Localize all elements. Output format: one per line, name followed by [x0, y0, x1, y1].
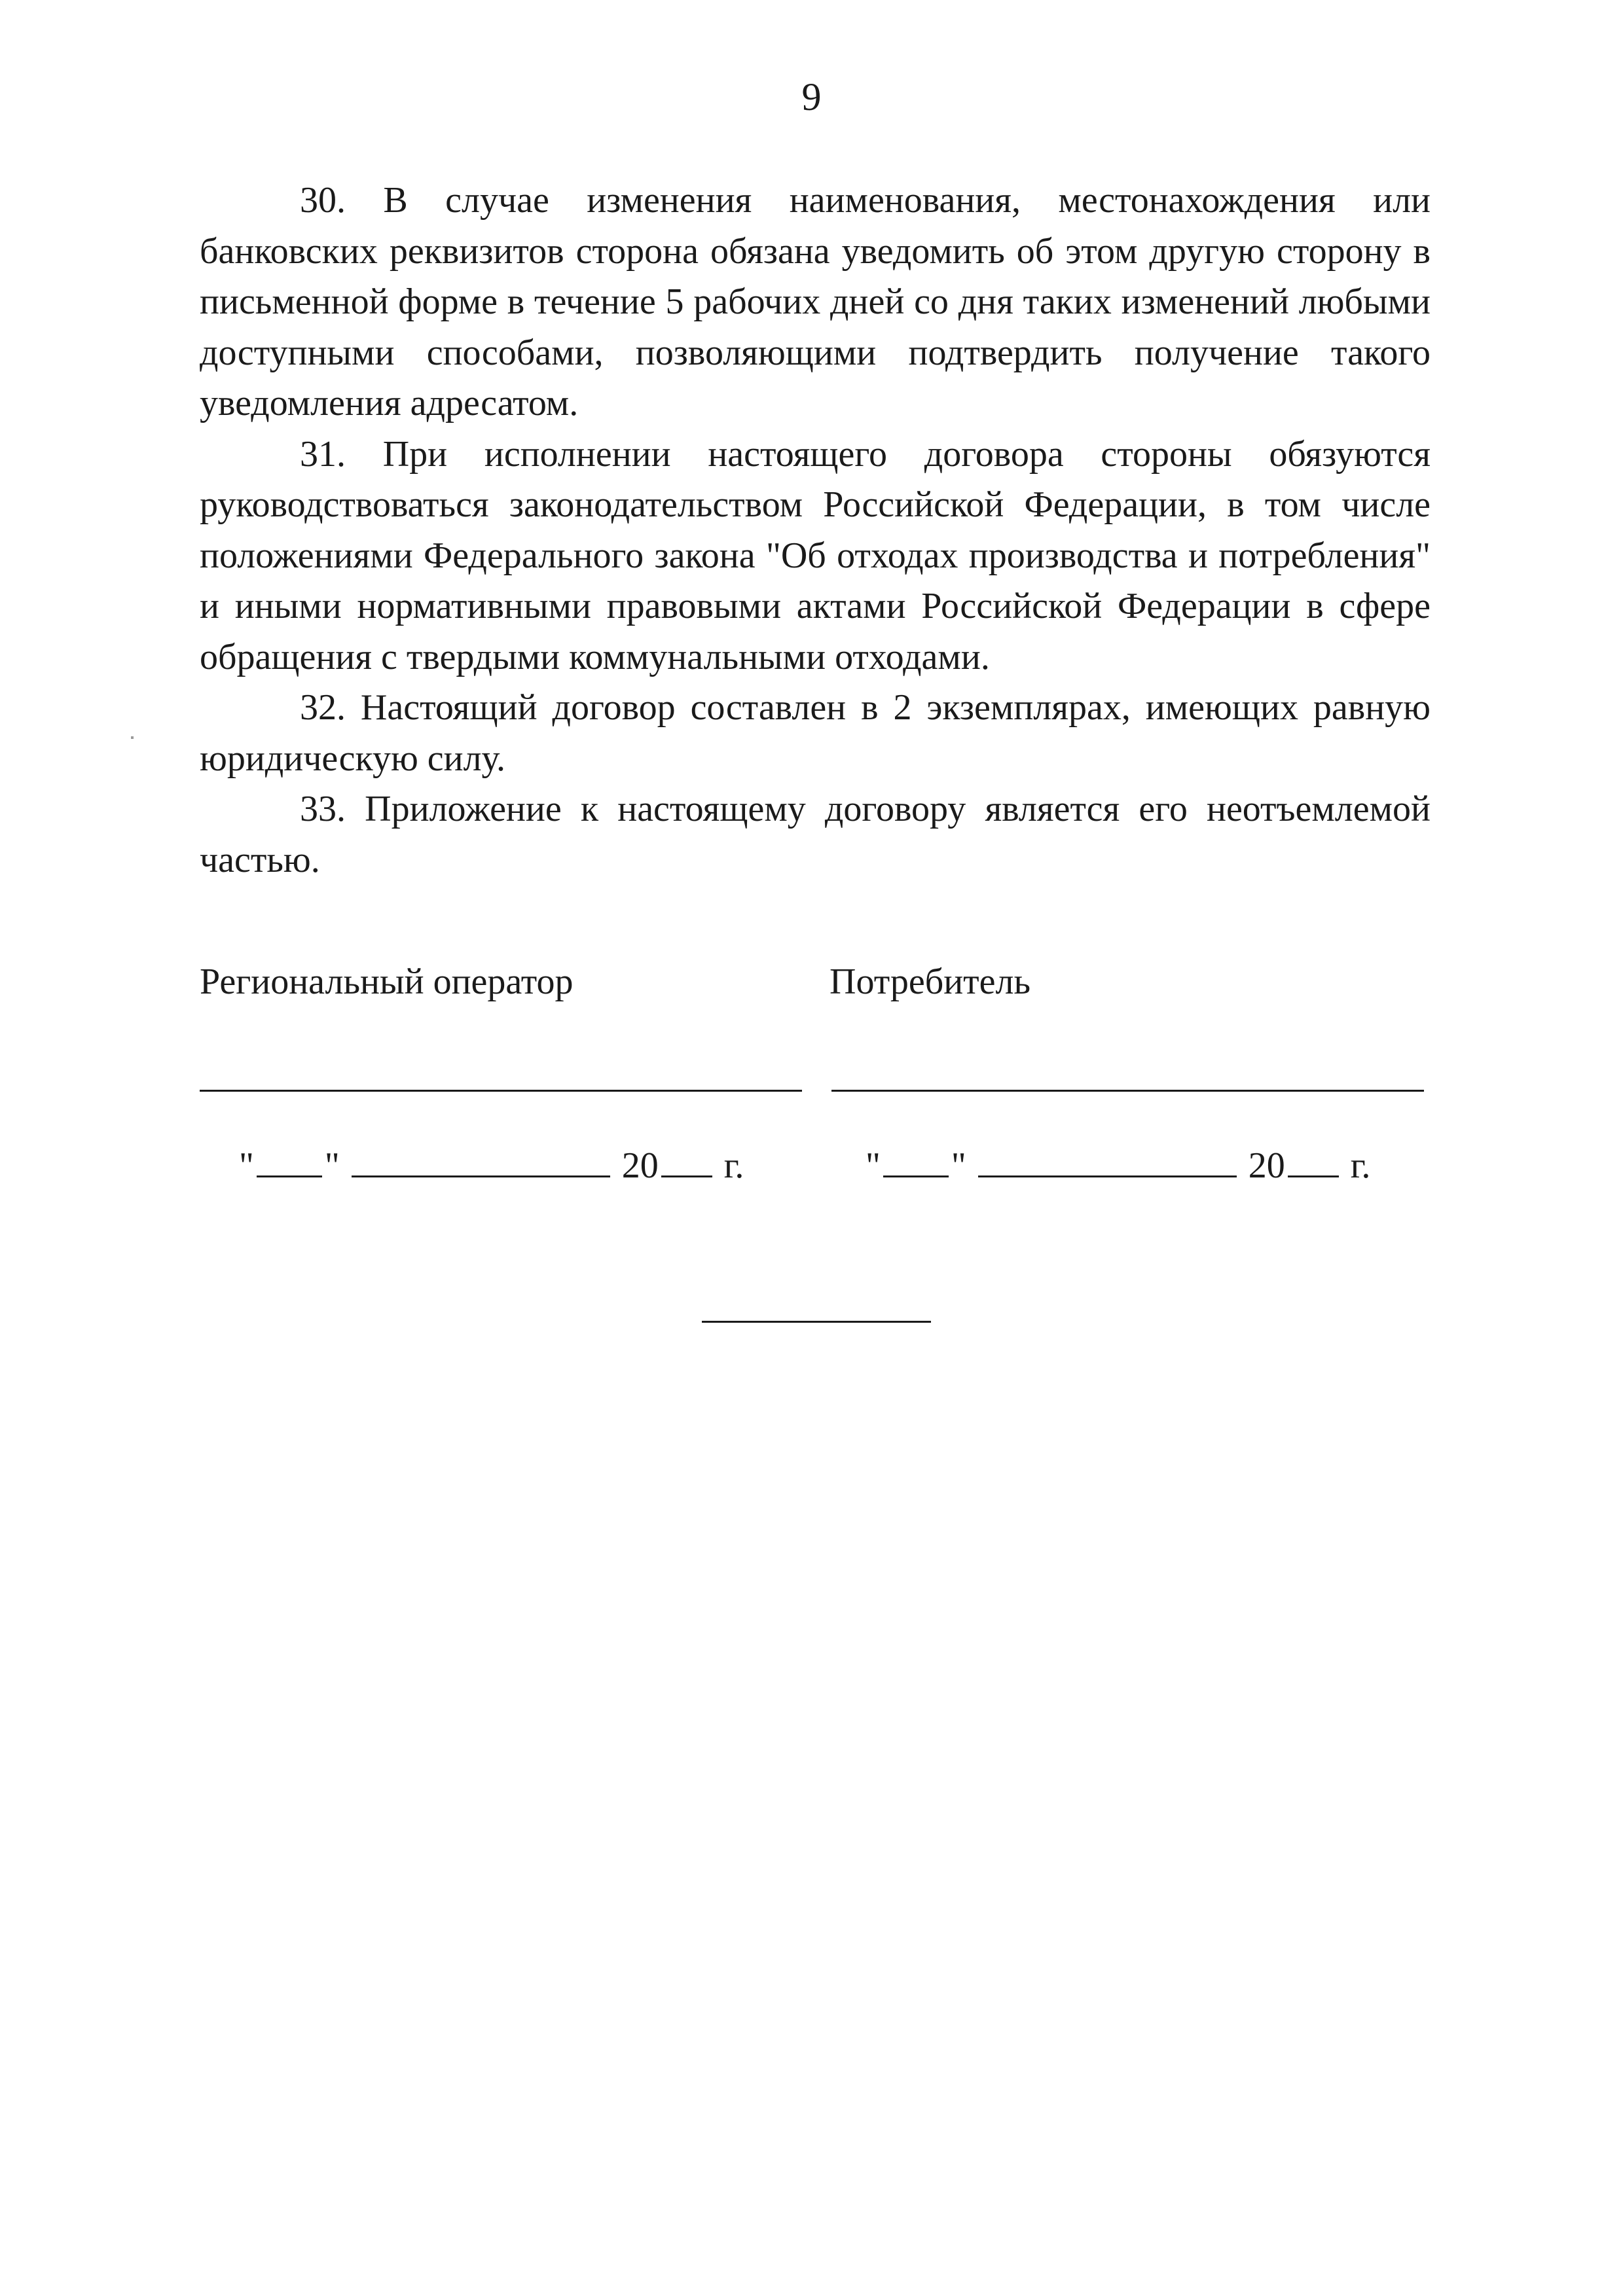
scan-speck — [131, 736, 134, 739]
year-suffix: г. — [1350, 1145, 1371, 1186]
date-close-quote: " — [951, 1145, 966, 1186]
end-of-document-rule — [702, 1321, 931, 1323]
date-close-quote: " — [324, 1145, 340, 1186]
paragraph-30: 30. В случае изменения наименования, местонахождения или банковских реквизитов сторона обязана уведомить об этом другую сторону в письменной форме в течение 5 рабочих дней со дня таких изменений любыми доступными способами, позволяющими подтвердить получение такого уведомления адресатом. — [200, 180, 1431, 423]
paragraph-33: 33. Приложение к настоящему договору является его неотъемлемой частью. — [200, 789, 1431, 880]
paragraph-31: 31. При исполнении настоящего договора стороны обязуются руководствоваться законодательством Российской Федерации, в том числе положениями Федерального закона "Об отходах производства и потребления" и иными нормативными правовыми актами Российской Федерации в сфере обращения с твердыми коммунальными отходами. — [200, 433, 1431, 677]
day-blank[interactable] — [257, 1147, 322, 1177]
date-open-quote: " — [239, 1145, 254, 1186]
month-blank[interactable] — [352, 1147, 610, 1177]
year-blank[interactable] — [661, 1147, 712, 1177]
date-open-quote: " — [866, 1145, 881, 1186]
regional-operator-signature-line[interactable] — [200, 1090, 802, 1092]
year-blank[interactable] — [1288, 1147, 1339, 1177]
year-prefix: 20 — [1248, 1145, 1285, 1186]
regional-operator-date — [239, 1147, 744, 1184]
month-blank[interactable] — [978, 1147, 1237, 1177]
day-blank[interactable] — [883, 1147, 949, 1177]
consumer-signature-line[interactable] — [831, 1090, 1424, 1092]
document-body — [200, 175, 1431, 886]
consumer-date — [866, 1147, 1370, 1184]
year-suffix: г. — [723, 1145, 744, 1186]
consumer-label: Потребитель — [830, 961, 1030, 1002]
regional-operator-label: Региональный оператор — [200, 961, 574, 1002]
paragraph-32: 32. Настоящий договор составлен в 2 экземплярах, имеющих равную юридическую силу. — [200, 687, 1431, 779]
year-prefix: 20 — [621, 1145, 659, 1186]
page-number: 9 — [801, 75, 822, 118]
